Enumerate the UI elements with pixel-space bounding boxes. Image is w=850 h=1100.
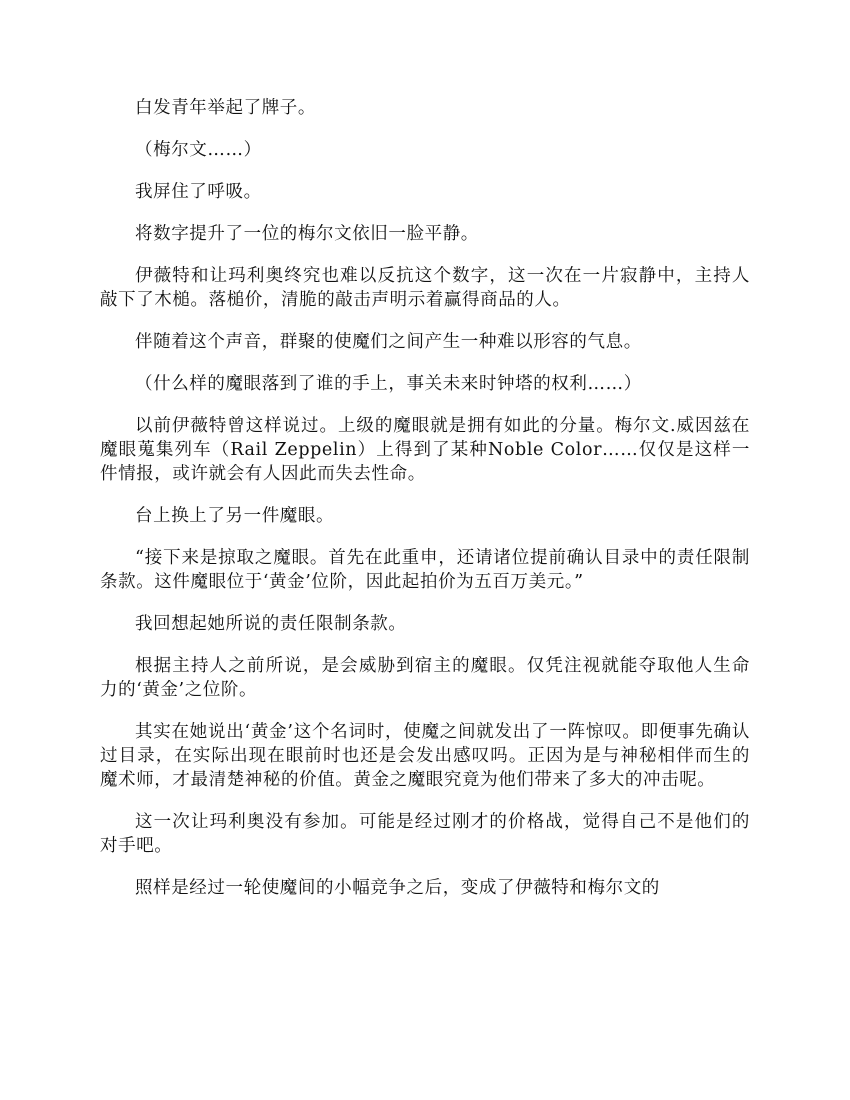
paragraph: 伴随着这个声音，群聚的使魔们之间产生一种难以形容的气息。 — [135, 332, 642, 352]
paragraph: 我屏住了呼吸。 — [135, 182, 262, 202]
paragraph: 将数字提升了一位的梅尔文依旧一脸平静。 — [135, 224, 479, 244]
paragraph: 这一次让玛利奥没有参加。可能是经过刚才的价格战，觉得自己不是他们的对手吧。 — [100, 812, 750, 856]
paragraph: （梅尔文……） — [135, 140, 262, 160]
paragraph: 照样是经过一轮使魔间的小幅竞争之后，变成了伊薇特和梅尔文的 — [135, 878, 660, 898]
paragraph: 我回想起她所说的责任限制条款。 — [135, 614, 407, 634]
paragraph: （什么样的魔眼落到了谁的手上，事关未来时钟塔的权利……） — [135, 374, 642, 394]
paragraph: 其实在她说出‘黄金’这个名词时，使魔之间就发出了一阵惊叹。即便事先确认过目录，在实际出现在眼前时也还是会发出感叹吗。正因为是与神秘相伴而生的魔术师，才最清楚神秘的价值。黄金之魔眼究竟为他们带来了多大的冲击呢。 — [100, 722, 750, 790]
paragraph: 以前伊薇特曾这样说过。上级的魔眼就是拥有如此的分量。梅尔文.威因兹在魔眼蒐集列车（Rail Zeppelin）上得到了某种Noble Color……仅仅是这样一件情报，或许就会有人因此而失去性命。 — [100, 416, 750, 484]
paragraph: 根据主持人之前所说，是会威胁到宿主的魔眼。仅凭注视就能夺取他人生命力的‘黄金’之位阶。 — [100, 656, 750, 700]
paragraph: 伊薇特和让玛利奥终究也难以反抗这个数字，这一次在一片寂静中，主持人敲下了木槌。落槌价，清脆的敲击声明示着赢得商品的人。 — [100, 266, 750, 310]
paragraph: 台上换上了另一件魔眼。 — [135, 506, 335, 526]
paragraph: 白发青年举起了牌子。 — [135, 98, 316, 118]
paragraph: “接下来是掠取之魔眼。首先在此重申，还请诸位提前确认目录中的责任限制条款。这件魔眼位于‘黄金’位阶，因此起拍价为五百万美元。” — [100, 548, 750, 592]
document-page — [100, 96, 750, 918]
